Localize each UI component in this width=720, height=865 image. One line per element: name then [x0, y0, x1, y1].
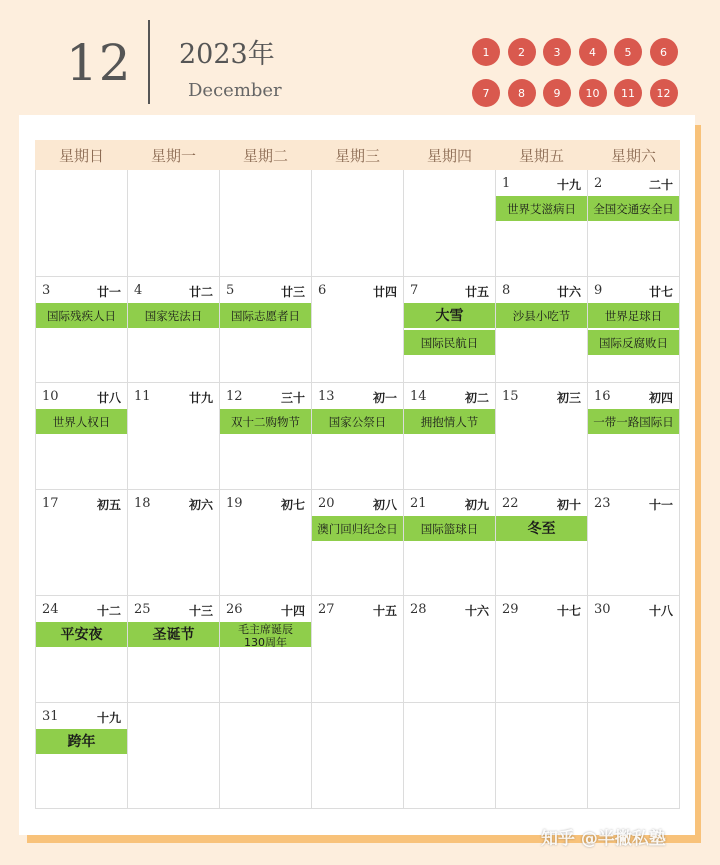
- day-number: 25: [134, 602, 151, 617]
- month-selector: [472, 38, 672, 107]
- event-list: [220, 303, 311, 330]
- event-badge[interactable]: 世界人权日: [36, 409, 127, 436]
- day-cell[interactable]: [404, 596, 496, 703]
- empty-cell: [36, 170, 128, 277]
- week-row: [36, 170, 680, 277]
- week-row: [36, 276, 680, 383]
- event-line: 130周年: [244, 636, 287, 649]
- event-badge[interactable]: 世界足球日: [588, 303, 679, 330]
- lunar-date: 十一: [648, 497, 673, 512]
- event-badge[interactable]: 全国交通安全日: [588, 196, 679, 223]
- empty-cell: [220, 702, 312, 809]
- event-badge[interactable]: 圣诞节: [128, 622, 219, 649]
- event-badge[interactable]: 国家宪法日: [128, 303, 219, 330]
- lunar-date: 十五: [372, 604, 397, 618]
- lunar-date: 十八: [648, 604, 673, 618]
- month-dot[interactable]: 12: [650, 79, 678, 107]
- weekday-label: 星期四: [404, 141, 496, 170]
- event-badge[interactable]: 跨年: [36, 729, 127, 756]
- day-cell[interactable]: [312, 596, 404, 703]
- day-cell[interactable]: [312, 383, 404, 490]
- day-cell[interactable]: [36, 383, 128, 490]
- event-list: [588, 196, 679, 223]
- weekday-label: 星期日: [36, 141, 128, 170]
- week-row: [36, 702, 680, 809]
- day-cell[interactable]: [496, 276, 588, 383]
- day-cell[interactable]: [312, 489, 404, 596]
- day-cell[interactable]: [312, 276, 404, 383]
- month-dot[interactable]: 3: [543, 38, 571, 66]
- event-list: [312, 516, 403, 543]
- lunar-date: 廿九: [188, 391, 213, 405]
- day-number: 19: [226, 495, 243, 511]
- weekday-label: 星期二: [220, 141, 312, 170]
- empty-cell: [588, 702, 680, 809]
- empty-cell: [128, 702, 220, 809]
- watermark: 知乎 @半撇私塾: [541, 829, 666, 849]
- month-dot[interactable]: 10: [579, 79, 607, 107]
- lunar-date: 初十: [556, 497, 581, 512]
- day-cell[interactable]: [220, 383, 312, 490]
- lunar-date: 廿八: [96, 391, 121, 405]
- event-list: [36, 729, 127, 756]
- weekday-label: 星期五: [496, 141, 588, 170]
- event-badge[interactable]: 拥抱情人节: [404, 409, 495, 436]
- day-number: 4: [134, 282, 143, 298]
- day-number: 31: [42, 708, 59, 724]
- lunar-date: 十三: [188, 604, 213, 618]
- lunar-date: 廿六: [556, 284, 581, 299]
- day-cell[interactable]: [588, 489, 680, 596]
- event-badge[interactable]: 大雪: [404, 303, 495, 330]
- day-number: 13: [318, 389, 335, 404]
- calendar-header: [0, 0, 720, 115]
- week-row: [36, 383, 680, 490]
- day-cell[interactable]: [36, 489, 128, 596]
- event-list: [496, 303, 587, 330]
- calendar-body: [36, 170, 680, 809]
- lunar-date: 二十: [648, 178, 673, 192]
- year-label: 2023年: [179, 39, 275, 70]
- event-badge[interactable]: 国际志愿者日: [220, 303, 311, 330]
- event-list: [36, 303, 127, 330]
- lunar-date: 廿一: [96, 284, 121, 299]
- empty-cell: [496, 702, 588, 809]
- day-number: 18: [134, 495, 151, 511]
- lunar-date: 十九: [96, 710, 121, 725]
- day-number: 16: [594, 389, 611, 404]
- weekday-label: 星期一: [128, 141, 220, 170]
- day-number: 22: [502, 495, 519, 511]
- week-row: [36, 489, 680, 596]
- event-badge[interactable]: 冬至: [496, 516, 587, 543]
- day-cell[interactable]: [404, 383, 496, 490]
- week-row: [36, 596, 680, 703]
- lunar-date: 廿三: [280, 284, 305, 299]
- day-number: 6: [318, 282, 327, 298]
- day-number: 8: [502, 282, 511, 298]
- lunar-date: 初二: [464, 391, 489, 405]
- weekday-label: 星期六: [588, 141, 680, 170]
- month-dot[interactable]: 4: [579, 38, 607, 66]
- day-cell[interactable]: [128, 489, 220, 596]
- event-list: [36, 409, 127, 436]
- event-badge[interactable]: 世界艾滋病日: [496, 196, 587, 223]
- day-number: 11: [134, 389, 151, 404]
- event-list: [220, 409, 311, 436]
- day-number: 1: [502, 176, 511, 191]
- day-cell[interactable]: [404, 276, 496, 383]
- day-number: 17: [42, 495, 59, 511]
- event-list: [128, 622, 219, 649]
- day-number: 20: [318, 495, 335, 511]
- event-badge[interactable]: 澳门回归纪念日: [312, 516, 403, 543]
- day-cell[interactable]: [36, 596, 128, 703]
- day-cell[interactable]: [128, 276, 220, 383]
- lunar-date: 十二: [96, 604, 121, 618]
- event-badge[interactable]: 国际篮球日: [404, 516, 495, 543]
- empty-cell: [312, 702, 404, 809]
- event-badge[interactable]: 沙县小吃节: [496, 303, 587, 330]
- month-dot[interactable]: 2: [508, 38, 536, 66]
- day-number: 24: [42, 602, 59, 617]
- event-badge[interactable]: [220, 622, 311, 649]
- day-number: 23: [594, 495, 611, 511]
- month-dot[interactable]: 11: [614, 79, 642, 107]
- month-dot[interactable]: 6: [650, 38, 678, 66]
- day-number: 27: [318, 602, 335, 617]
- day-number: 12: [226, 389, 243, 404]
- lunar-date: 初一: [372, 391, 397, 405]
- event-line: 毛主席诞辰: [238, 623, 293, 636]
- month-dot[interactable]: 7: [472, 79, 500, 107]
- lunar-date: 初三: [556, 391, 581, 405]
- month-name: December: [188, 80, 282, 101]
- lunar-date: 廿四: [372, 284, 397, 299]
- day-cell[interactable]: [588, 170, 680, 277]
- header-divider: [148, 20, 150, 104]
- month-dot[interactable]: 8: [508, 79, 536, 107]
- lunar-date: 初七: [280, 497, 305, 512]
- lunar-date: 廿二: [188, 284, 213, 299]
- day-cell[interactable]: [220, 596, 312, 703]
- event-badge[interactable]: 一带一路国际日: [588, 409, 679, 436]
- day-number: 10: [42, 389, 59, 404]
- month-number: 12: [66, 34, 132, 92]
- day-cell[interactable]: [36, 276, 128, 383]
- event-list: [128, 303, 219, 330]
- event-badge[interactable]: 国际反腐败日: [588, 330, 679, 357]
- day-number: 26: [226, 602, 243, 617]
- day-cell[interactable]: [588, 383, 680, 490]
- event-badge[interactable]: 国家公祭日: [312, 409, 403, 436]
- day-cell[interactable]: [496, 383, 588, 490]
- day-cell[interactable]: [588, 596, 680, 703]
- lunar-date: 廿五: [464, 284, 489, 299]
- day-cell[interactable]: [588, 276, 680, 383]
- event-list: [404, 303, 495, 357]
- day-number: 15: [502, 389, 519, 404]
- lunar-date: 初九: [464, 497, 489, 512]
- empty-cell: [404, 702, 496, 809]
- day-number: 14: [410, 389, 427, 404]
- day-cell[interactable]: [36, 702, 128, 809]
- event-badge[interactable]: 双十二购物节: [220, 409, 311, 436]
- month-dot[interactable]: 9: [543, 79, 571, 107]
- lunar-date: 十六: [464, 604, 489, 618]
- day-number: 5: [226, 282, 235, 298]
- lunar-date: 初六: [188, 497, 213, 512]
- day-number: 30: [594, 602, 611, 617]
- event-list: [404, 409, 495, 436]
- event-badge[interactable]: 平安夜: [36, 622, 127, 649]
- event-list: [36, 622, 127, 649]
- day-number: 9: [594, 282, 603, 298]
- empty-cell: [128, 170, 220, 277]
- day-number: 29: [502, 602, 519, 617]
- lunar-date: 初八: [372, 497, 397, 512]
- day-cell[interactable]: [220, 489, 312, 596]
- day-number: 21: [410, 495, 427, 511]
- empty-cell: [220, 170, 312, 277]
- day-cell[interactable]: [220, 276, 312, 383]
- event-list: [496, 196, 587, 223]
- lunar-date: 十九: [556, 178, 581, 192]
- lunar-date: 初五: [96, 497, 121, 512]
- event-list: [220, 622, 311, 649]
- day-number: 2: [594, 176, 603, 191]
- day-cell[interactable]: [404, 489, 496, 596]
- day-cell[interactable]: [496, 489, 588, 596]
- day-number: 7: [410, 282, 419, 298]
- event-badge[interactable]: 国际民航日: [404, 330, 495, 357]
- day-cell[interactable]: [496, 596, 588, 703]
- month-dot[interactable]: 5: [614, 38, 642, 66]
- event-list: [496, 516, 587, 543]
- event-badge[interactable]: 国际残疾人日: [36, 303, 127, 330]
- lunar-date: 初四: [648, 391, 673, 405]
- weekday-label: 星期三: [312, 141, 404, 170]
- day-cell[interactable]: [128, 383, 220, 490]
- event-list: [312, 409, 403, 436]
- day-number: 3: [42, 282, 51, 298]
- day-cell[interactable]: [128, 596, 220, 703]
- lunar-date: 十四: [280, 604, 305, 618]
- empty-cell: [404, 170, 496, 277]
- day-number: 28: [410, 602, 427, 617]
- calendar-grid: [35, 140, 680, 809]
- weekday-header-row: [36, 141, 680, 170]
- event-list: [588, 303, 679, 357]
- lunar-date: 十七: [556, 604, 581, 618]
- lunar-date: 廿七: [648, 284, 673, 299]
- day-cell[interactable]: [496, 170, 588, 277]
- event-list: [404, 516, 495, 543]
- month-dot[interactable]: 1: [472, 38, 500, 66]
- lunar-date: 三十: [280, 391, 305, 405]
- empty-cell: [312, 170, 404, 277]
- event-list: [588, 409, 679, 436]
